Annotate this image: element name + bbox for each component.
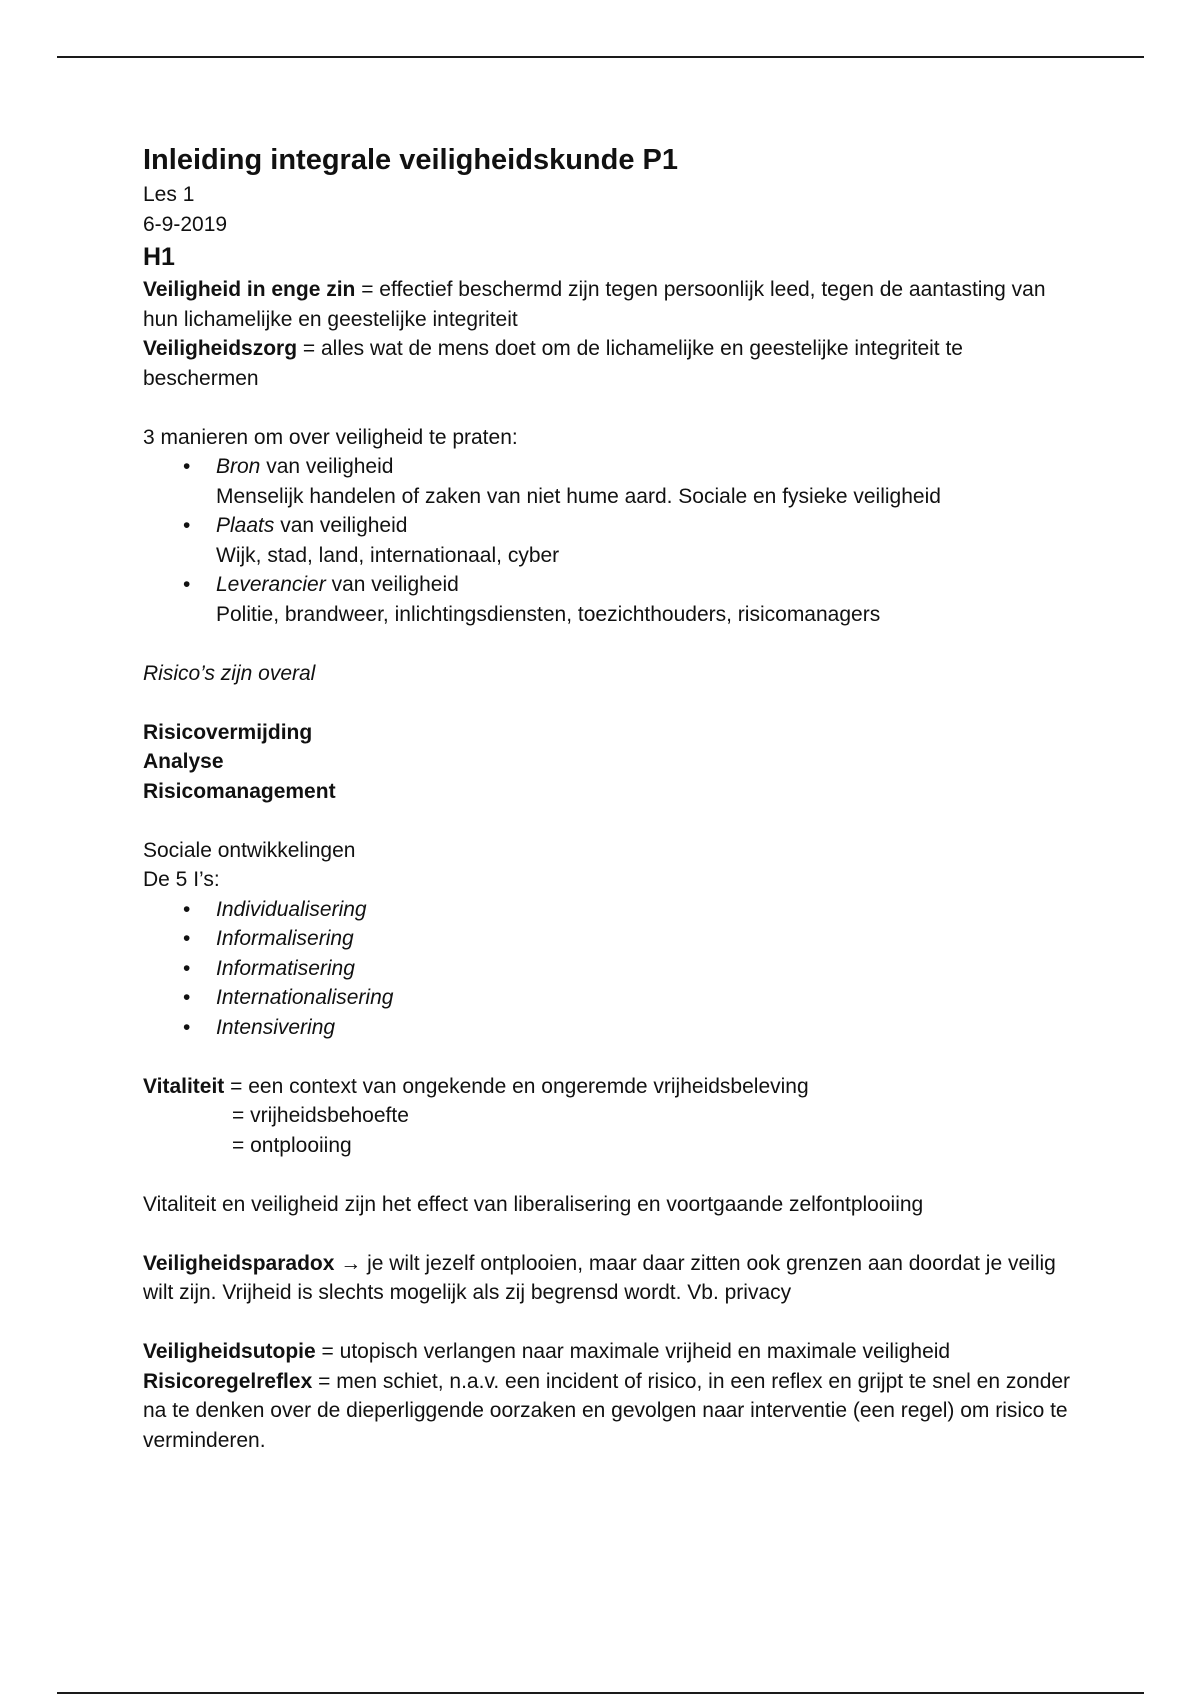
header-rule xyxy=(57,56,1144,58)
definition-utopie xyxy=(143,1337,1073,1367)
list-item-term: Plaats xyxy=(216,514,275,537)
arrow-icon: → xyxy=(334,1251,368,1275)
list-item-rest: van veiligheid xyxy=(260,455,394,478)
definition-term: Risicoregelreflex xyxy=(143,1369,313,1393)
bullet-icon: • xyxy=(183,1015,191,1039)
list-item-sub: Politie, brandweer, inlichtingsdiensten, toezichthouders, risicomanagers xyxy=(216,602,881,626)
definition-veiligheidszorg xyxy=(143,334,1073,393)
definition-veiligheid xyxy=(143,275,1073,334)
bullet-icon: • xyxy=(183,927,191,950)
list-item xyxy=(143,924,1073,954)
definition-vitaliteit xyxy=(143,1072,1073,1102)
definition-reflex xyxy=(143,1367,1073,1456)
definition-text: je wilt jezelf ontplooien, maar daar zitten ook grenzen aan doordat je veilig wilt zijn. Vrijheid is slechts mogelijk als zij begrensd wordt. Vb. privacy xyxy=(143,1251,1056,1304)
ways-list xyxy=(143,452,1073,629)
list-item-label: Informalisering xyxy=(216,927,354,950)
list-item-label: Internationalisering xyxy=(216,986,394,1009)
risk-term: Risicomanagement xyxy=(143,779,336,803)
list-item xyxy=(143,1013,1073,1043)
vitality-equation: = ontplooiing xyxy=(232,1133,352,1157)
risk-term: Risicovermijding xyxy=(143,720,313,744)
risk-term: Analyse xyxy=(143,750,224,773)
list-item xyxy=(143,954,1073,984)
ways-intro: 3 manieren om over veiligheid te praten: xyxy=(143,425,518,449)
definition-text: = utopisch verlangen naar maximale vrijheid en maximale veiligheid xyxy=(315,1340,951,1363)
definition-term: Veiligheid in enge zin xyxy=(143,278,356,301)
risks-everywhere: Risico’s zijn overal xyxy=(143,661,316,685)
list-item xyxy=(143,895,1073,925)
bullet-icon: • xyxy=(183,897,191,921)
list-item xyxy=(143,511,1073,570)
vitality-equation: = vrijheidsbehoefte xyxy=(232,1104,409,1127)
definition-term: Veiligheidsparadox xyxy=(143,1251,335,1275)
list-item-term: Leverancier xyxy=(216,573,326,596)
document-body xyxy=(143,140,1073,1455)
lesson-label: Les 1 xyxy=(143,183,195,206)
definition-text: = een context van ongekende en ongeremde vrijheidsbeleving xyxy=(224,1074,809,1098)
bullet-icon: • xyxy=(183,455,191,478)
list-item-label: Informatisering xyxy=(216,956,355,980)
bullet-icon: • xyxy=(183,956,191,980)
footer-rule xyxy=(57,1692,1144,1694)
definition-term: Vitaliteit xyxy=(143,1074,225,1098)
bullet-icon: • xyxy=(183,573,191,596)
document-title: Inleiding integrale veiligheidskunde P1 xyxy=(143,144,679,176)
chapter-heading: H1 xyxy=(143,243,175,271)
list-item xyxy=(143,983,1073,1013)
list-item-sub: Menselijk handelen of zaken van niet hume aard. Sociale en fysieke veiligheid xyxy=(216,484,941,508)
definition-text: = men schiet, n.a.v. een incident of risico, in een reflex en grijpt te snel en zonder na te denken over de dieperliggende oorzaken en gevolgen naar interventie (een regel) om risico te verminderen. xyxy=(143,1369,1071,1452)
definition-text: = alles wat de mens doet om de lichamelijke en geestelijke integriteit te beschermen xyxy=(143,337,963,390)
definition-term: Veiligheidsutopie xyxy=(143,1340,316,1363)
definition-term: Veiligheidszorg xyxy=(143,337,298,360)
list-item-rest: van veiligheid xyxy=(274,514,408,537)
definition-paradox xyxy=(143,1249,1073,1308)
bullet-icon: • xyxy=(183,514,191,537)
list-item xyxy=(143,570,1073,629)
list-item xyxy=(143,452,1073,511)
list-item-sub: Wijk, stad, land, internationaal, cyber xyxy=(216,543,560,567)
list-item-term: Bron xyxy=(216,455,261,478)
list-item-rest: van veiligheid xyxy=(325,573,459,596)
list-item-label: Individualisering xyxy=(216,897,367,921)
bullet-icon: • xyxy=(183,986,191,1009)
date-label: 6-9-2019 xyxy=(143,212,228,236)
definition-text: = effectief beschermd zijn tegen persoonlijk leed, tegen de aantasting van hun lichamelijke en geestelijke integriteit xyxy=(143,278,1046,331)
social-developments: Sociale ontwikkelingen xyxy=(143,838,356,862)
five-is-intro: De 5 I’s: xyxy=(143,868,220,891)
vitality-effect: Vitaliteit en veiligheid zijn het effect van liberalisering en voortgaande zelfontplooiing xyxy=(143,1192,924,1216)
five-is-list xyxy=(143,895,1073,1043)
list-item-label: Intensivering xyxy=(216,1015,336,1039)
